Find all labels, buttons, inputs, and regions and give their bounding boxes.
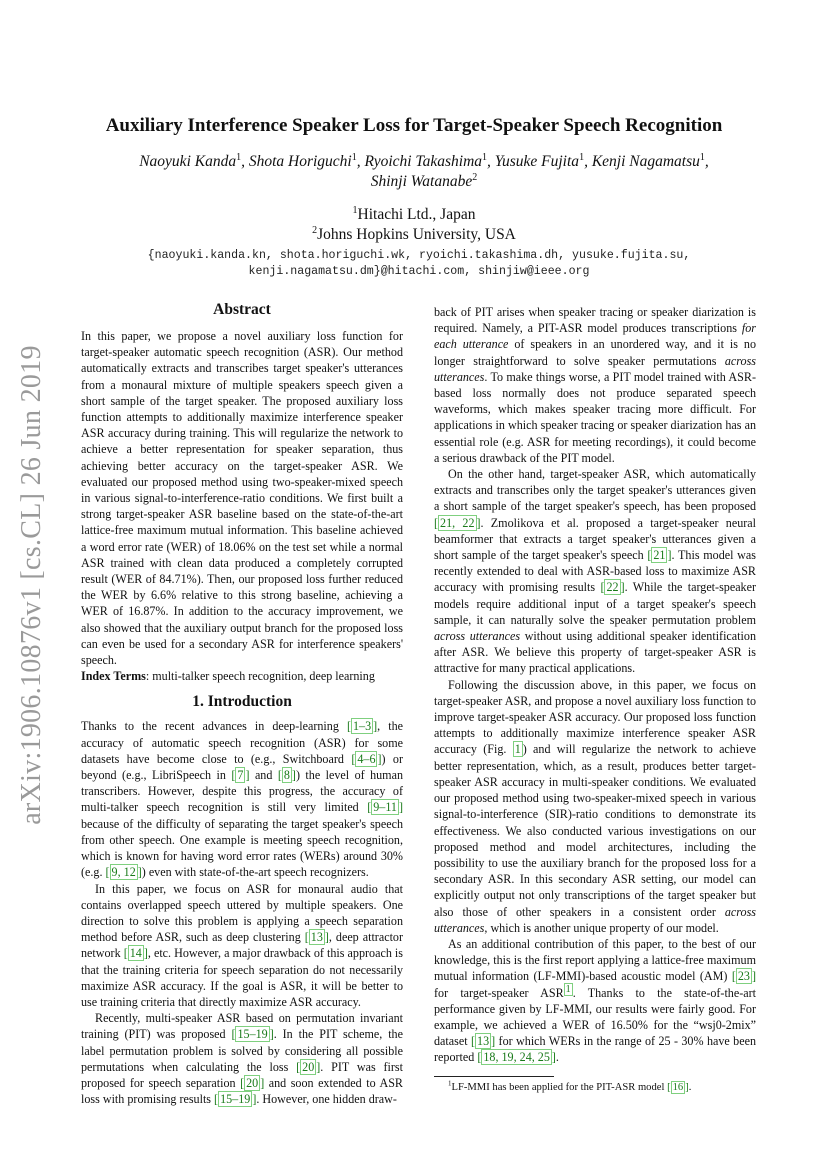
text-run: . This model was recently extended to deal with ASR-based loss to maximize ASR accuracy with promising results xyxy=(434,548,756,595)
text-run: ) or beyond (e.g., LibriSpeech in xyxy=(81,751,404,783)
citation-link[interactable]: [ 15–19 ] xyxy=(214,1092,257,1107)
citation-link[interactable]: [ 23 ] xyxy=(731,969,756,984)
text-run: . While the target-speaker models require additional input of a target speaker's speech sample, it can naturally solve the speaker permutation problem xyxy=(434,580,756,627)
citation-link[interactable]: [ 18, 19, 24, 25 ] xyxy=(477,1050,556,1065)
text-run: , etc. However, a major drawback of this approach is that the training criteria for speech separation do not necessarily maximize ASR accuracy. If the goal is ASR, it will be better to use training criteria that directly maximize ASR accuracy. xyxy=(81,946,403,1009)
text-run: Thanks to the recent advances in deep-learning xyxy=(81,719,347,734)
text-run: As an additional contribution of this paper, to the best of our knowledge, this is the first report applying a lattice-free maximum mutual information (LF-MMI)-based acoustic model (AM) xyxy=(434,936,756,984)
index-terms xyxy=(81,668,403,684)
author-emails xyxy=(70,248,768,280)
affiliation-text: Hitachi Ltd., Japan xyxy=(357,206,476,223)
text-run: because of the difficulty of separating the target speaker's speech from other speech. One example is meeting speech recognition, which is known for having word error rates (WERs) around 30% (e.g. xyxy=(81,816,403,880)
email-line-2: kenji.nagamatsu.dm}@hitachi.com, shinjiw@ieee.org xyxy=(248,265,590,278)
introduction-heading: 1. Introduction xyxy=(192,693,292,711)
author-name: Yusuke Fujita xyxy=(494,153,580,170)
text-run: , the accuracy of automatic speech recognition (ASR) for some datasets have become close to (e.g., Switchboard xyxy=(81,719,403,766)
footnote xyxy=(434,1081,756,1095)
author-name: Ryoichi Takashima xyxy=(364,153,483,170)
citation-link[interactable]: [ 21 ] xyxy=(647,548,672,563)
text-run: back of PIT arises when speaker tracing or speaker diarization is required. Namely, a PIT-ASR model produces transcriptions xyxy=(434,305,756,336)
emphasis-text: across utterances xyxy=(434,353,756,384)
abstract-text: In this paper, we propose a novel auxiliary loss function for target-speaker automatic speech recognition (ASR). Our method automatically extracts and transcribes target speaker's utterances from a monaural mixture of multiple speakers speech given a short sample of the target speaker. The proposed auxiliary loss function attempts to additionally maximize interference speaker ASR accuracy during training. This will regularize the network to achieve a better representation for speaker separation, thus achieving better accuracy on the target-speaker ASR. We evaluated our proposed method using two-speaker-mixed speech in various signal-to-interference-ratio conditions. We first built a strong target-speaker ASR baseline based on the state-of-the-art lattice-free maximum mutual information. This baseline achieved a word error rate (WER) of 18.06% on the test set while a normal ASR trained with clean data produced a completely corrupted result (WER of 84.71%). Then, our proposed loss further reduced the WER by 6.6% relative to this strong baseline, achieving a WER of 16.87%. In addition to the accuracy improvement, we also showed that the auxiliary output branch for the proposed loss can even be used for a secondary ASR for interference speakers' speech. xyxy=(81,329,403,668)
author-line-1: Naoyuki Kanda$^1$, Shota Horiguchi$^1$, Ryoichi Takashima$^1$, Yusuke Fujita$^1$, Kenji Nagamatsu$^1$, xyxy=(139,151,709,170)
text-run: On the other hand, target-speaker ASR, which automatically extracts and transcribes only the target speaker's utterances given a short sample of the target speaker's speech, has been proposed xyxy=(434,467,756,514)
text-run: without using additional speaker identification after ASR. We believe this property of target-speaker ASR is attractive for many practical applications. xyxy=(434,629,756,676)
emphasis-text: for each utterance xyxy=(434,321,756,352)
text-run: . xyxy=(555,1050,559,1065)
right-column xyxy=(434,304,756,1095)
footnote-divider xyxy=(434,1076,554,1077)
index-terms-label: Index Terms xyxy=(81,669,146,684)
author-affiliation-mark: 1 xyxy=(351,151,357,163)
affiliation-text: Johns Hopkins University, USA xyxy=(317,226,516,243)
citation-link[interactable]: [ 9, 12 ] xyxy=(105,865,142,880)
emphasis-text: across utterances xyxy=(434,904,756,935)
text-run: and xyxy=(249,768,278,783)
text-run: for which WERs in the range of 25 - 30% have been reported xyxy=(434,1034,756,1065)
intro-paragraph-2 xyxy=(81,881,403,1011)
email-line-1: {naoyuki.kanda.kn, shota.horiguchi.wk, ryoichi.takashima.dh, yusuke.fujita.su, xyxy=(147,249,691,262)
affiliation-mark: 1 xyxy=(352,204,358,216)
text-run: ) the level of human transcribers. However, despite this progress, the accuracy of multi-talker speech recognition is still very limited xyxy=(81,768,403,815)
text-run: for target-speaker ASR xyxy=(434,985,564,1000)
left-column xyxy=(81,300,403,1107)
text-run: . xyxy=(688,1081,692,1093)
footnote-text xyxy=(452,1081,692,1094)
citation-link[interactable]: [ 20 ] xyxy=(240,1075,265,1090)
author-name: Kenji Nagamatsu xyxy=(591,153,700,170)
author-line-2 xyxy=(90,172,758,192)
emphasis-text: across utterances xyxy=(434,629,521,644)
text-run: and soon extended to ASR loss with promising results xyxy=(81,1075,403,1107)
citation-link[interactable]: [ 14 ] xyxy=(123,946,148,961)
citation-link[interactable]: [ 1–3 ] xyxy=(346,719,378,734)
citation-link[interactable]: [ 8 ] xyxy=(277,768,296,783)
text-run: . To make things worse, a PIT model trained with ASR-based loss normally does not produce separated speech waveforms, which makes speaker tracing more difficult. For applications in which speaker tracing or speaker diarization has an essential role (e.g. ASR for meeting recordings), it could become a serious drawback of the PIT model. xyxy=(434,369,756,465)
text-run: . PIT was first proposed for speech separation xyxy=(81,1059,403,1090)
author-list xyxy=(90,152,758,192)
intro-paragraph-5 xyxy=(434,466,756,677)
citation-link[interactable]: [ 22 ] xyxy=(600,580,625,595)
citation-link[interactable]: 1 xyxy=(514,742,521,757)
intro-paragraph-6 xyxy=(434,677,756,936)
text-run: . Zmolikova et al. proposed a target-speaker neural beamformer that extracts a target speaker's utterances given a short sample of the target speaker's speech xyxy=(434,515,757,563)
intro-paragraph-4 xyxy=(434,304,756,466)
citation-link[interactable]: [ 15–19 ] xyxy=(231,1027,274,1042)
citation-link[interactable]: [ 7 ] xyxy=(231,768,250,783)
affiliation-2 xyxy=(60,225,768,245)
citation-link[interactable]: [ 9–11 ] xyxy=(367,800,403,815)
citation-link[interactable]: [ 4–6 ] xyxy=(351,751,382,766)
author-affiliation-mark: 1 xyxy=(699,151,705,163)
affiliation-mark: 2 xyxy=(312,224,318,236)
intro-paragraph-3 xyxy=(81,1010,403,1107)
text-run: LF-MMI has been applied for the PIT-ASR model xyxy=(451,1081,668,1093)
text-run: ) even with state-of-the-art speech recognizers. xyxy=(141,865,369,880)
author-name: Shinji Watanabe xyxy=(370,173,473,190)
text-run: , which is another unique property of our model. xyxy=(484,920,719,935)
text-run: Following the discussion above, in this paper, we focus on target-speaker ASR, and propose a novel auxiliary loss function to improve target-speaker ASR accuracy. Our proposed loss function attempts to additionally maximize interference speaker ASR accuracy (Fig. xyxy=(434,677,756,757)
text-run: Recently, multi-speaker ASR based on permutation invariant training (PIT) was proposed xyxy=(81,1011,403,1042)
citation-link[interactable]: [ 16 ] xyxy=(667,1081,689,1093)
text-run: In this paper, we focus on ASR for monaural audio that contains overlapped speech uttered by multiple speakers. One direction to solve this problem is applying a speech separation method before ASR, such as deep clustering xyxy=(81,881,403,945)
author-name: Shota Horiguchi xyxy=(248,153,352,170)
text-run: . However, one hidden draw- xyxy=(256,1092,397,1107)
footnote-mark: 1 xyxy=(448,1079,452,1088)
author-affiliation-mark: 2 xyxy=(472,171,478,183)
text-run: , deep attractor network xyxy=(81,930,404,961)
paper-title: Auxiliary Interference Speaker Loss for Target-Speaker Speech Recognition xyxy=(105,115,723,136)
author-affiliation-mark: 1 xyxy=(236,151,242,163)
intro-paragraph-1 xyxy=(81,718,403,880)
citation-link[interactable]: [ 21, 22 ] xyxy=(434,515,481,530)
citation-link[interactable]: [ 13 ] xyxy=(470,1034,496,1049)
arxiv-stamp[interactable] xyxy=(12,340,52,830)
abstract-heading: Abstract xyxy=(213,301,271,318)
footnote-ref[interactable]: 1 xyxy=(565,983,571,995)
text-run: . In the PIT scheme, the label permutation problem is solved by considering all possible permutations when calculating the loss xyxy=(81,1027,403,1074)
index-terms-text: : multi-talker speech recognition, deep learning xyxy=(145,669,375,684)
author-affiliation-mark: 1 xyxy=(579,151,585,163)
citation-link[interactable]: [ 13 ] xyxy=(304,930,329,945)
author-affiliation-mark: 1 xyxy=(482,151,488,163)
affiliation-1 xyxy=(60,205,768,225)
citation-link[interactable]: [ 20 ] xyxy=(296,1059,321,1074)
intro-paragraph-7 xyxy=(434,936,756,1066)
arxiv-stamp-text[interactable]: arXiv:1906.10876v1 [cs.CL] 26 Jun 2019 xyxy=(16,345,47,825)
text-run: . Thanks to the state-of-the-art performance given by LF-MMI, our results were fairly good. For example, we achieved a WER of 16.50% for the “wsj0-2mix” dataset xyxy=(434,985,757,1049)
author-name: Naoyuki Kanda xyxy=(139,153,237,170)
text-run: of speakers in an unordered way, and it is no longer straightforward to solve speaker permutations xyxy=(434,337,756,368)
text-run: ) and will regularize the network to achieve better representation, which, as a result, produces better target-speaker ASR accuracy in multi-speaker conditions. We evaluated our proposed method using two-speaker-mixed speech in various signal-to-interference (SIR)-ratio conditions to demonstrate its effectiveness. We also conducted various investigations on our proposed method and model architectures, including the possibility to use the auxiliary branch for the proposed loss for a secondary ASR. In this secondary ASR setting, our model can explicitly output not only transcriptions of the target speaker but also those of other speakers in a consistent order xyxy=(434,742,756,919)
